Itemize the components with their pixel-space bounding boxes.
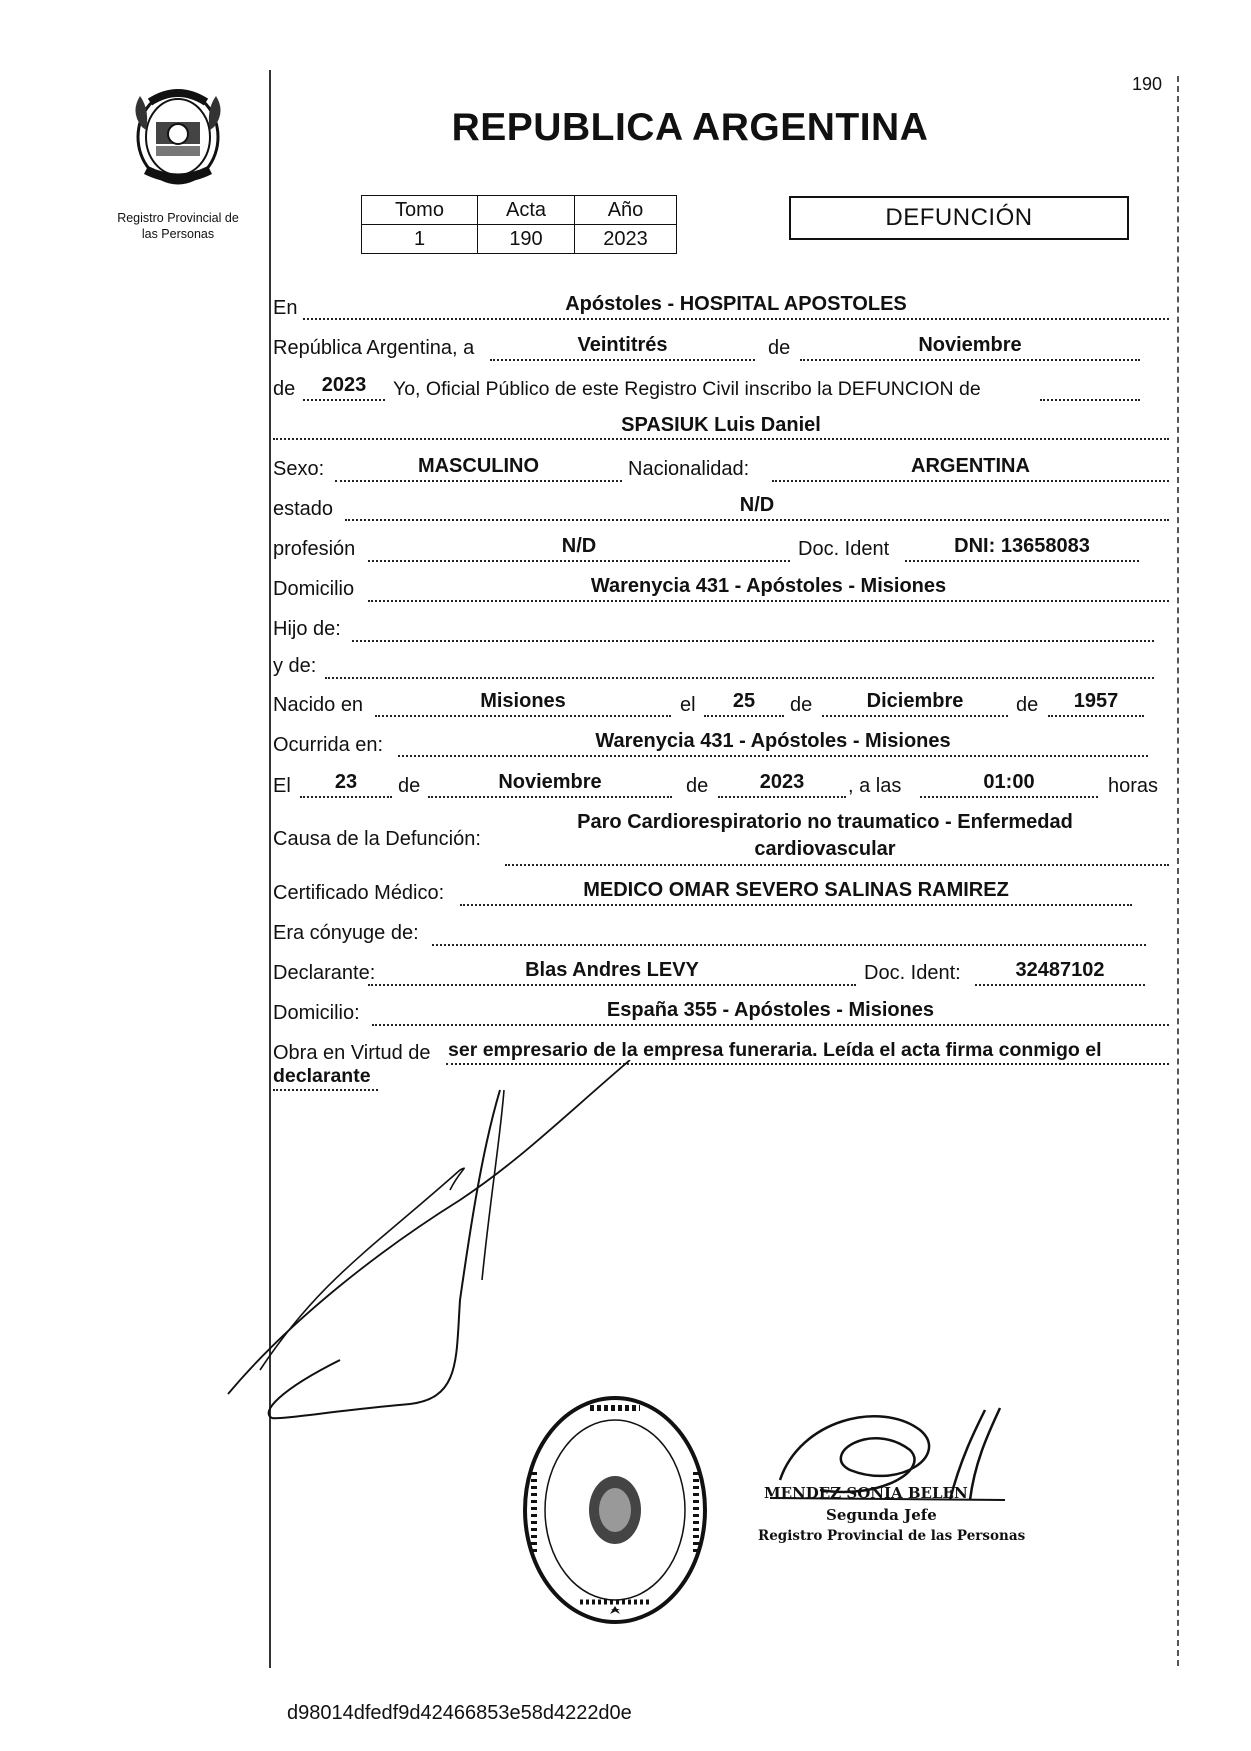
value-ocurrida: Warenycia 431 - Apóstoles - Misiones: [595, 730, 951, 752]
label-el: el: [680, 694, 696, 716]
official-signature-office: Registro Provincial de las Personas: [758, 1528, 1026, 1544]
label-y-de: y de:: [273, 655, 317, 677]
label-certificado: Certificado Médico:: [273, 882, 445, 904]
value-certificado: MEDICO OMAR SEVERO SALINAS RAMIREZ: [583, 879, 1009, 901]
dots-ocurrida: [398, 755, 1148, 757]
value-obra-linea-2: declarante: [273, 1065, 371, 1087]
dots-nacido-lugar: [375, 715, 671, 717]
logo-caption-line-1: Registro Provincial de: [117, 211, 239, 225]
header-acta: Acta: [478, 196, 575, 225]
value-nombre: SPASIUK Luis Daniel: [621, 414, 821, 436]
dots-muerte-dia: [300, 796, 392, 798]
dots-hijo-de: [352, 640, 1154, 642]
label-obra: Obra en Virtud de: [273, 1042, 431, 1064]
value-sexo: MASCULINO: [417, 455, 540, 477]
value-nacido-dia: 25: [732, 690, 756, 712]
dots-declarante-doc: [975, 984, 1145, 986]
label-sexo: Sexo:: [273, 458, 325, 480]
label-domicilio-2: Domicilio:: [273, 1002, 360, 1024]
official-signature-role: Segunda Jefe: [826, 1506, 937, 1524]
registry-table-values: [362, 225, 677, 254]
label-domicilio: Domicilio: [273, 578, 355, 600]
value-muerte-mes: Noviembre: [498, 771, 602, 793]
value-declarante-doc: 32487102: [1015, 959, 1105, 981]
value-nacionalidad: ARGENTINA: [911, 455, 1030, 477]
label-conyuge: Era cónyuge de:: [273, 922, 419, 944]
label-causa: Causa de la Defunción:: [273, 828, 481, 850]
value-declarante-domicilio: España 355 - Apóstoles - Misiones: [606, 999, 935, 1021]
logo-caption-line-2: las Personas: [141, 227, 215, 241]
dots-muerte-hora: [920, 796, 1098, 798]
value-declarante: Blas Andres LEVY: [525, 959, 699, 981]
value-mes: Noviembre: [918, 334, 1022, 356]
value-muerte-anio: 2023: [759, 771, 805, 793]
dots-doc: [905, 560, 1139, 562]
value-anio: 2023: [575, 225, 677, 254]
document-type-box: DEFUNCIÓN: [789, 196, 1129, 240]
dots-muerte-anio: [718, 796, 846, 798]
label-hijo-de: Hijo de:: [273, 618, 341, 640]
label-doc-ident-2: Doc. Ident:: [864, 962, 961, 984]
dots-mes: [800, 359, 1140, 361]
dots-nombre: [273, 438, 1169, 440]
official-stamp: [520, 1392, 710, 1628]
header-tomo: Tomo: [362, 196, 478, 225]
value-tomo: 1: [362, 225, 478, 254]
right-margin-line: [1177, 76, 1179, 1666]
label-estado: estado: [273, 498, 334, 520]
label-de-5: de: [398, 775, 421, 797]
dots-nacido-dia: [704, 715, 784, 717]
dots-lugar: [303, 318, 1169, 320]
dots-estado: [345, 519, 1169, 521]
value-domicilio: Warenycia 431 - Apóstoles - Misiones: [590, 575, 947, 597]
value-estado: N/D: [739, 494, 775, 516]
dots-nacionalidad: [772, 480, 1169, 482]
label-en: En: [273, 297, 298, 319]
value-muerte-dia: 23: [334, 771, 358, 793]
value-nacido-lugar: Misiones: [480, 690, 566, 712]
value-obra-linea-1: ser empresario de la empresa funeraria. Leída el acta firma conmigo el: [448, 1039, 1102, 1061]
document-hash: d98014dfedf9d42466853e58d4222d0e: [287, 1702, 632, 1724]
label-nacido-en: Nacido en: [273, 694, 364, 716]
label-doc-ident: Doc. Ident: [798, 538, 890, 560]
value-causa-linea-1: Paro Cardiorespiratorio no traumatico - Enfermedad: [577, 811, 1073, 833]
value-lugar: Apóstoles - HOSPITAL APOSTOLES: [565, 293, 907, 315]
logo-caption: [98, 210, 258, 242]
value-causa-linea-2: cardiovascular: [754, 838, 896, 860]
value-nacido-anio: 1957: [1073, 690, 1119, 712]
dots-nacido-mes: [822, 715, 1008, 717]
value-muerte-hora: 01:00: [983, 771, 1035, 793]
dots-profesion: [368, 560, 790, 562]
label-de-1: de: [768, 337, 791, 359]
declarant-signature: [220, 1060, 640, 1440]
label-de-3: de: [790, 694, 813, 716]
label-inscribo: Yo, Oficial Público de este Registro Civil inscribo la DEFUNCION de: [393, 378, 981, 400]
label-a-las: , a las: [848, 775, 902, 797]
dots-nacido-anio: [1048, 715, 1144, 717]
label-republica: República Argentina, a: [273, 337, 475, 359]
header-anio: Año: [575, 196, 677, 225]
dots-muerte-mes: [428, 796, 672, 798]
label-nacionalidad: Nacionalidad:: [628, 458, 750, 480]
label-ocurrida-en: Ocurrida en:: [273, 734, 384, 756]
country-title: REPUBLICA ARGENTINA: [451, 106, 929, 149]
value-doc: DNI: 13658083: [954, 535, 1090, 557]
dots-declarante-domicilio: [372, 1024, 1169, 1026]
label-profesion: profesión: [273, 538, 356, 560]
page-number: 190: [1132, 74, 1163, 94]
value-dia-letras: Veintitrés: [577, 334, 668, 356]
dots-conyuge: [432, 944, 1146, 946]
province-logo: [120, 82, 236, 190]
official-signature-name: MENDEZ SONIA BELEN: [764, 1484, 968, 1502]
dots-dia: [490, 359, 755, 361]
label-de-2: de: [273, 378, 296, 400]
dots-y-de: [325, 677, 1154, 679]
dots-declarante: [368, 984, 856, 986]
label-de-6: de: [686, 775, 709, 797]
registry-table: [361, 195, 677, 254]
value-profesion: N/D: [561, 535, 597, 557]
registry-table-header: [362, 196, 677, 225]
value-acta: 190: [478, 225, 575, 254]
label-declarante: Declarante:: [273, 962, 376, 984]
value-nacido-mes: Diciembre: [866, 690, 964, 712]
dots-causa: [505, 864, 1169, 866]
label-horas: horas: [1108, 775, 1159, 797]
dots-anio: [303, 399, 385, 401]
label-de-4: de: [1016, 694, 1039, 716]
dots-inscribo-end: [1040, 399, 1140, 401]
dots-sexo: [335, 480, 622, 482]
label-el-2: El: [273, 775, 291, 797]
value-anio: 2023: [321, 374, 367, 396]
dots-certificado: [460, 904, 1132, 906]
dots-domicilio: [368, 600, 1169, 602]
